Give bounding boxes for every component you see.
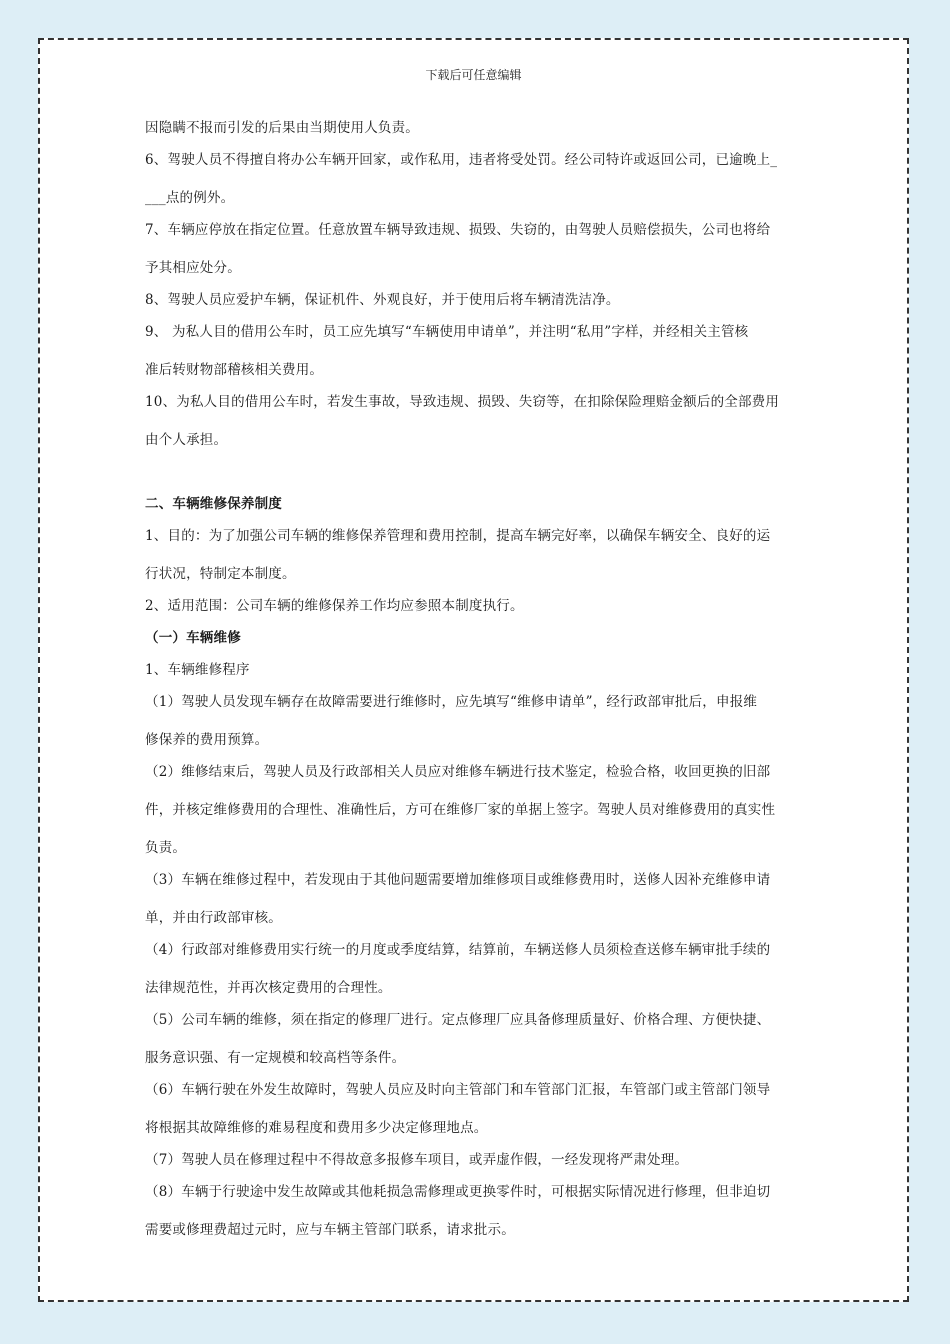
section-heading: （一）车辆维修 bbox=[145, 630, 241, 646]
section-heading: 二、车辆维修保养制度 bbox=[145, 496, 282, 512]
paragraph-line: （4）行政部对维修费用实行统一的月度或季度结算，结算前，车辆送修人员须检查送修车辆审批手续的 bbox=[145, 942, 771, 958]
paragraph-line: 修保养的费用预算。 bbox=[145, 732, 269, 748]
paragraph-line: （1）驾驶人员发现车辆存在故障需要进行维修时，应先填写“维修申请单”，经行政部审批后，申报维 bbox=[145, 694, 758, 710]
paragraph-line: 需要或修理费超过元时，应与车辆主管部门联系，请求批示。 bbox=[145, 1222, 515, 1238]
paragraph-line: （3）车辆在维修过程中，若发现由于其他问题需要增加维修项目或维修费用时，送修人因补充维修申请 bbox=[145, 872, 771, 888]
paragraph-line: 10、为私人目的借用公车时，若发生事故，导致违规、损毁、失窃等，在扣除保险理赔金额后的全部费用 bbox=[145, 394, 780, 410]
paragraph-line: 因隐瞒不报而引发的后果由当期使用人负责。 bbox=[145, 120, 419, 136]
paragraph-line: 行状况，特制定本制度。 bbox=[145, 566, 296, 582]
paragraph-line: （7）驾驶人员在修理过程中不得故意多报修车项目，或弄虚作假，一经发现将严肃处理。 bbox=[145, 1152, 689, 1168]
paragraph-line: 9、 为私人目的借用公车时，员工应先填写“车辆使用申请单”，并注明“私用”字样，并经相关主管核 bbox=[145, 324, 749, 340]
paragraph-line: 法律规范性，并再次核定费用的合理性。 bbox=[145, 980, 392, 996]
paragraph-line: 准后转财物部稽核相关费用。 bbox=[145, 362, 324, 378]
paragraph-line: 8、驾驶人员应爱护车辆，保证机件、外观良好，并于使用后将车辆清洗洁净。 bbox=[145, 292, 620, 308]
paragraph-line: 1、目的：为了加强公司车辆的维修保养管理和费用控制，提高车辆完好率，以确保车辆安全、良好的运 bbox=[145, 528, 771, 544]
document-page bbox=[38, 38, 909, 1302]
paragraph-line: 将根据其故障维修的难易程度和费用多少决定修理地点。 bbox=[145, 1120, 488, 1136]
paragraph-line: （6）车辆行驶在外发生故障时，驾驶人员应及时向主管部门和车管部门汇报，车管部门或主管部门领导 bbox=[145, 1082, 771, 1098]
paragraph-line: 1、车辆维修程序 bbox=[145, 662, 250, 678]
paragraph-line: 予其相应处分。 bbox=[145, 260, 241, 276]
paragraph-line: 服务意识强、有一定规模和较高档等条件。 bbox=[145, 1050, 406, 1066]
paragraph-line: （5）公司车辆的维修，须在指定的修理厂进行。定点修理厂应具备修理质量好、价格合理、方便快捷、 bbox=[145, 1012, 771, 1028]
paragraph-line: 件，并核定维修费用的合理性、准确性后，方可在维修厂家的单据上签字。驾驶人员对维修费用的真实性 bbox=[145, 802, 776, 818]
paragraph-line: ___点的例外。 bbox=[145, 190, 235, 206]
paragraph-line: 由个人承担。 bbox=[145, 432, 228, 448]
paragraph-line: 负责。 bbox=[145, 840, 187, 856]
paragraph-line: 单，并由行政部审核。 bbox=[145, 910, 282, 926]
paragraph-line: （2）维修结束后，驾驶人员及行政部相关人员应对维修车辆进行技术鉴定，检验合格，收回更换的旧部 bbox=[145, 764, 771, 780]
page-header: 下载后可任意编辑 bbox=[425, 68, 522, 82]
paragraph-line: （8）车辆于行驶途中发生故障或其他耗损急需修理或更换零件时，可根据实际情况进行修理，但非迫切 bbox=[145, 1184, 771, 1200]
paragraph-line: 7、车辆应停放在指定位置。任意放置车辆导致违规、损毁、失窃的，由驾驶人员赔偿损失，公司也将给 bbox=[145, 222, 771, 238]
paragraph-line: 6、驾驶人员不得擅自将办公车辆开回家，或作私用，违者将受处罚。经公司特许或返回公司，已逾晚上_ bbox=[145, 152, 778, 168]
paragraph-line: 2、适用范围：公司车辆的维修保养工作均应参照本制度执行。 bbox=[145, 598, 524, 614]
